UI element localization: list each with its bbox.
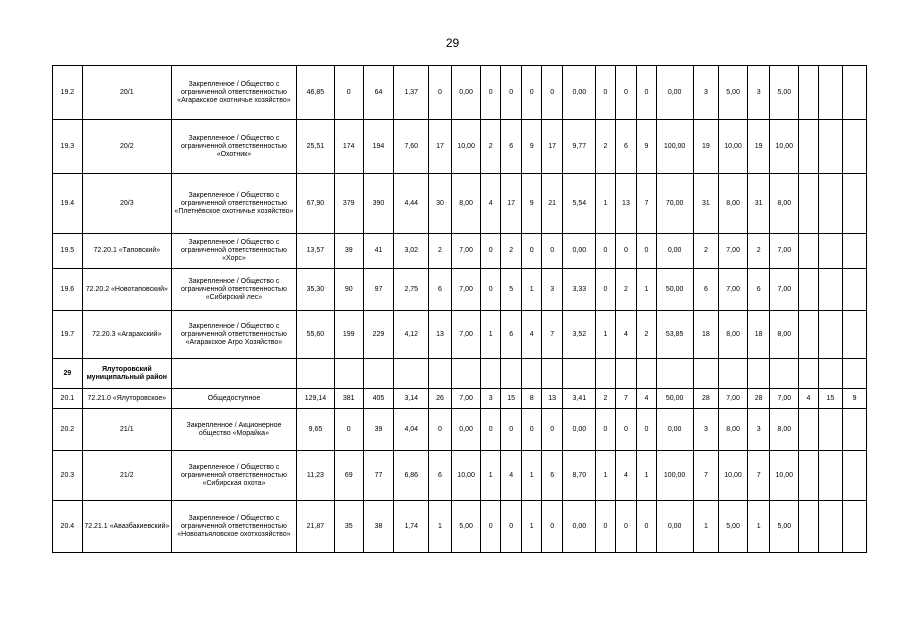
table-cell: 77 xyxy=(363,451,394,501)
table-cell: 4 xyxy=(500,451,522,501)
table-cell: 26 xyxy=(429,389,452,409)
table-cell: 0,00 xyxy=(656,66,693,120)
table-cell: 18 xyxy=(747,311,770,359)
table-cell: 4,04 xyxy=(394,409,429,451)
table-cell xyxy=(747,359,770,389)
table-cell: 19.4 xyxy=(53,174,83,234)
table-cell xyxy=(843,451,867,501)
table-cell: 8,00 xyxy=(451,174,481,234)
table-cell: 7 xyxy=(637,174,656,234)
table-cell: 17 xyxy=(429,120,452,174)
table-cell: 0 xyxy=(596,234,615,269)
table-cell: 3 xyxy=(693,66,719,120)
table-cell: 6 xyxy=(500,120,522,174)
table-cell xyxy=(799,359,818,389)
table-row xyxy=(53,389,867,409)
table-cell: 1 xyxy=(522,451,541,501)
table-cell: 53,85 xyxy=(656,311,693,359)
table-cell: 3,02 xyxy=(394,234,429,269)
table-cell: 67,90 xyxy=(296,174,334,234)
table-cell: 46,85 xyxy=(296,66,334,120)
table-cell: 0 xyxy=(541,234,563,269)
table-cell: 35,30 xyxy=(296,269,334,311)
table-row xyxy=(53,269,867,311)
table-cell: 0 xyxy=(637,409,656,451)
table-cell: 6,86 xyxy=(394,451,429,501)
table-cell: 6 xyxy=(693,269,719,311)
table-cell: 0 xyxy=(522,66,541,120)
table-cell: Закрепленное / Общество с ограниченной ответственностью «Сибирская охота» xyxy=(171,451,296,501)
table-cell: 19.6 xyxy=(53,269,83,311)
data-table xyxy=(52,65,867,553)
table-row xyxy=(53,120,867,174)
table-cell: 7,00 xyxy=(451,269,481,311)
table-cell xyxy=(843,66,867,120)
table-cell: 90 xyxy=(334,269,363,311)
table-cell: 19 xyxy=(693,120,719,174)
table-cell xyxy=(296,359,334,389)
table-cell: 100,00 xyxy=(656,451,693,501)
table-cell: Закрепленное / Общество с ограниченной ответственностью «Охотник» xyxy=(171,120,296,174)
table-cell: 7,00 xyxy=(770,234,799,269)
table-cell: 7,00 xyxy=(719,389,748,409)
table-cell: 2 xyxy=(429,234,452,269)
table-cell: 0 xyxy=(637,234,656,269)
table-cell: 0 xyxy=(500,66,522,120)
table-cell xyxy=(799,311,818,359)
table-cell: 3,41 xyxy=(563,389,596,409)
table-cell: 2 xyxy=(596,389,615,409)
table-cell: 13 xyxy=(541,389,563,409)
table-cell xyxy=(799,234,818,269)
table-cell: 379 xyxy=(334,174,363,234)
table-cell: 0,00 xyxy=(563,409,596,451)
table-cell xyxy=(843,409,867,451)
table-cell xyxy=(799,174,818,234)
table-cell xyxy=(799,501,818,553)
table-cell: 2 xyxy=(596,120,615,174)
table-cell: 5,00 xyxy=(719,66,748,120)
table-cell: 5 xyxy=(500,269,522,311)
table-cell: 0 xyxy=(481,66,500,120)
table-cell: 2 xyxy=(693,234,719,269)
table-cell: 0 xyxy=(615,66,637,120)
table-cell xyxy=(500,359,522,389)
table-cell: 9 xyxy=(522,174,541,234)
table-cell: 72.21.1 «Авазбакиевский» xyxy=(82,501,171,553)
table-cell: 5,00 xyxy=(719,501,748,553)
table-cell: 31 xyxy=(747,174,770,234)
table-cell: 10,00 xyxy=(719,120,748,174)
table-cell: 9,65 xyxy=(296,409,334,451)
table-row xyxy=(53,174,867,234)
table-cell: 7 xyxy=(615,389,637,409)
table-cell: 0 xyxy=(334,66,363,120)
table-row xyxy=(53,234,867,269)
table-cell: 1 xyxy=(522,269,541,311)
table-cell: 8,00 xyxy=(719,174,748,234)
table-cell: 39 xyxy=(334,234,363,269)
table-row xyxy=(53,311,867,359)
table-cell: 5,00 xyxy=(451,501,481,553)
table-cell: Ялуторовский муниципальный район xyxy=(82,359,171,389)
table-cell xyxy=(818,409,843,451)
table-cell: 229 xyxy=(363,311,394,359)
table-cell: 72.21.0 «Ялуторовское» xyxy=(82,389,171,409)
table-cell: 0 xyxy=(481,269,500,311)
table-cell xyxy=(843,234,867,269)
table-cell xyxy=(394,359,429,389)
table-cell: 4 xyxy=(637,389,656,409)
table-cell: 20.4 xyxy=(53,501,83,553)
table-cell: 55,60 xyxy=(296,311,334,359)
table-cell: 0 xyxy=(596,409,615,451)
table-cell: 3 xyxy=(693,409,719,451)
table-cell: 50,00 xyxy=(656,389,693,409)
table-cell: 3 xyxy=(481,389,500,409)
table-cell: 13 xyxy=(429,311,452,359)
table-cell xyxy=(843,501,867,553)
table-cell: 0,00 xyxy=(656,234,693,269)
table-cell: 1 xyxy=(596,451,615,501)
table-cell xyxy=(451,359,481,389)
table-cell: 10,00 xyxy=(451,451,481,501)
table-cell xyxy=(818,174,843,234)
table-cell: 20/1 xyxy=(82,66,171,120)
table-cell xyxy=(481,359,500,389)
table-cell: 2 xyxy=(615,269,637,311)
table-cell xyxy=(818,234,843,269)
table-cell: 8,00 xyxy=(770,409,799,451)
table-cell: 390 xyxy=(363,174,394,234)
table-cell: 1 xyxy=(522,501,541,553)
table-cell: 20.3 xyxy=(53,451,83,501)
table-cell: 5,00 xyxy=(770,501,799,553)
table-cell: Закрепленное / Общество с ограниченной ответственностью «Новоатьяловское охотхозяйство» xyxy=(171,501,296,553)
table-cell: 30 xyxy=(429,174,452,234)
table-cell: 0 xyxy=(429,409,452,451)
table-cell: 0 xyxy=(596,501,615,553)
table-cell: 29 xyxy=(53,359,83,389)
table-cell: 17 xyxy=(500,174,522,234)
table-cell xyxy=(563,359,596,389)
table-cell: 6 xyxy=(541,451,563,501)
table-cell: 8,00 xyxy=(770,174,799,234)
table-cell xyxy=(363,359,394,389)
table-cell: Закрепленное / Общество с ограниченной ответственностью «Сибирский лес» xyxy=(171,269,296,311)
table-row xyxy=(53,451,867,501)
table-cell: 10,00 xyxy=(719,451,748,501)
table-cell: 1 xyxy=(637,451,656,501)
table-cell: 1 xyxy=(596,311,615,359)
table-cell: 35 xyxy=(334,501,363,553)
table-cell: 0 xyxy=(596,66,615,120)
table-cell: 0 xyxy=(481,409,500,451)
table-cell: 15 xyxy=(500,389,522,409)
table-cell: 7,60 xyxy=(394,120,429,174)
table-cell: 6 xyxy=(500,311,522,359)
table-cell: 7 xyxy=(541,311,563,359)
table-cell: 1 xyxy=(481,311,500,359)
table-cell: 9,77 xyxy=(563,120,596,174)
table-cell xyxy=(818,451,843,501)
table-cell: 405 xyxy=(363,389,394,409)
table-cell: 4 xyxy=(615,451,637,501)
table-cell: 41 xyxy=(363,234,394,269)
table-cell: Закрепленное / Общество с ограниченной ответственностью «Хорс» xyxy=(171,234,296,269)
table-cell: 1 xyxy=(481,451,500,501)
table-cell: 6 xyxy=(747,269,770,311)
table-cell: 4,44 xyxy=(394,174,429,234)
table-cell: 19.5 xyxy=(53,234,83,269)
table-cell: 72.20.1 «Таповский» xyxy=(82,234,171,269)
table-cell: 1 xyxy=(637,269,656,311)
table-cell: 64 xyxy=(363,66,394,120)
table-cell: 3 xyxy=(747,409,770,451)
table-cell: 1,37 xyxy=(394,66,429,120)
table-cell: 20/2 xyxy=(82,120,171,174)
table-cell xyxy=(541,359,563,389)
table-cell xyxy=(799,269,818,311)
table-cell: 3 xyxy=(541,269,563,311)
table-cell: 7,00 xyxy=(770,389,799,409)
table-cell: 2,75 xyxy=(394,269,429,311)
table-cell: 5,54 xyxy=(563,174,596,234)
table-cell xyxy=(799,120,818,174)
table-cell xyxy=(818,311,843,359)
table-cell xyxy=(818,120,843,174)
table-cell: 7,00 xyxy=(719,234,748,269)
table-cell: 0 xyxy=(637,66,656,120)
table-cell: 7,00 xyxy=(451,311,481,359)
table-cell: 0 xyxy=(522,409,541,451)
table-cell xyxy=(596,359,615,389)
table-cell: 7,00 xyxy=(770,269,799,311)
table-cell: 69 xyxy=(334,451,363,501)
table-cell xyxy=(843,174,867,234)
table-cell: 2 xyxy=(637,311,656,359)
table-cell xyxy=(818,501,843,553)
table-cell: 0,00 xyxy=(563,66,596,120)
table-cell: 10,00 xyxy=(451,120,481,174)
table-cell: 1 xyxy=(596,174,615,234)
table-cell xyxy=(693,359,719,389)
table-row xyxy=(53,501,867,553)
table-cell: 4 xyxy=(481,174,500,234)
table-cell: 0 xyxy=(541,501,563,553)
table-cell: 0 xyxy=(334,409,363,451)
table-cell: 174 xyxy=(334,120,363,174)
table-cell: 0 xyxy=(541,409,563,451)
table-cell: 2 xyxy=(747,234,770,269)
table-cell: 0,00 xyxy=(563,501,596,553)
table-cell: 8,70 xyxy=(563,451,596,501)
table-row xyxy=(53,66,867,120)
table-cell xyxy=(637,359,656,389)
table-cell: 3,33 xyxy=(563,269,596,311)
table-cell: 25,51 xyxy=(296,120,334,174)
table-cell: 381 xyxy=(334,389,363,409)
table-cell: 3,52 xyxy=(563,311,596,359)
table-cell: 194 xyxy=(363,120,394,174)
table-cell: 3,14 xyxy=(394,389,429,409)
table-cell: 21,87 xyxy=(296,501,334,553)
table-cell: 70,00 xyxy=(656,174,693,234)
table-cell: 0 xyxy=(429,66,452,120)
table-cell xyxy=(799,409,818,451)
table-cell: 50,00 xyxy=(656,269,693,311)
table-cell: 0 xyxy=(615,409,637,451)
table-cell: 199 xyxy=(334,311,363,359)
table-cell: 0,00 xyxy=(451,409,481,451)
table-cell xyxy=(770,359,799,389)
page-number: 29 xyxy=(445,36,460,50)
table-cell: Закрепленное / Общество с ограниченной ответственностью «Агаракское Агро Хозяйство» xyxy=(171,311,296,359)
table-cell: 72.20.3 «Агаракский» xyxy=(82,311,171,359)
table-cell: 13 xyxy=(615,174,637,234)
table-cell: 2 xyxy=(500,234,522,269)
table-cell: 1 xyxy=(747,501,770,553)
table-cell: 0,00 xyxy=(563,234,596,269)
table-cell: 4 xyxy=(615,311,637,359)
table-cell: 0 xyxy=(615,501,637,553)
table-cell: 6 xyxy=(429,451,452,501)
table-cell: 1 xyxy=(429,501,452,553)
table-cell xyxy=(522,359,541,389)
table-cell: 11,23 xyxy=(296,451,334,501)
table-cell: 7,00 xyxy=(719,269,748,311)
table-cell: Закрепленное / Общество с ограниченной ответственностью «Плетнёвское охотничье хозяйство» xyxy=(171,174,296,234)
table-cell: 0,00 xyxy=(656,409,693,451)
table-cell: 2 xyxy=(481,120,500,174)
table-cell: 0 xyxy=(481,501,500,553)
table-cell: 100,00 xyxy=(656,120,693,174)
table-cell: 39 xyxy=(363,409,394,451)
table-cell: 0,00 xyxy=(656,501,693,553)
table-cell: 0 xyxy=(500,409,522,451)
table-cell: 0 xyxy=(500,501,522,553)
table-cell: 0 xyxy=(615,234,637,269)
table-cell: 4 xyxy=(522,311,541,359)
table-cell: 9 xyxy=(522,120,541,174)
table-cell: 4,12 xyxy=(394,311,429,359)
table-section-row xyxy=(53,359,867,389)
table-cell: 19 xyxy=(747,120,770,174)
table-cell xyxy=(843,120,867,174)
table-cell: 19.3 xyxy=(53,120,83,174)
table-cell: 0,00 xyxy=(451,66,481,120)
table-cell: 5,00 xyxy=(770,66,799,120)
table-body xyxy=(53,66,867,553)
table-cell: 38 xyxy=(363,501,394,553)
table-cell: 8,00 xyxy=(770,311,799,359)
table-cell xyxy=(656,359,693,389)
table-cell: 17 xyxy=(541,120,563,174)
table-cell: 28 xyxy=(693,389,719,409)
table-cell: Закрепленное / Акционерное общество «Морайка» xyxy=(171,409,296,451)
table-cell: 129,14 xyxy=(296,389,334,409)
table-cell: 10,00 xyxy=(770,120,799,174)
table-cell: 18 xyxy=(693,311,719,359)
table-cell: 1,74 xyxy=(394,501,429,553)
table-cell: 31 xyxy=(693,174,719,234)
table-cell: 3 xyxy=(747,66,770,120)
table-cell xyxy=(818,66,843,120)
table-cell: 20.2 xyxy=(53,409,83,451)
table-cell: 7,00 xyxy=(451,234,481,269)
table-cell: 15 xyxy=(818,389,843,409)
table-cell: 21/2 xyxy=(82,451,171,501)
table-cell: 20.1 xyxy=(53,389,83,409)
table-cell: 28 xyxy=(747,389,770,409)
table-cell: 7 xyxy=(693,451,719,501)
table-cell: 0 xyxy=(522,234,541,269)
table-cell xyxy=(843,359,867,389)
table-cell: 19.2 xyxy=(53,66,83,120)
table-cell: 0 xyxy=(637,501,656,553)
table-cell xyxy=(429,359,452,389)
table-cell: 6 xyxy=(615,120,637,174)
table-cell: 8,00 xyxy=(719,409,748,451)
table-cell: 1 xyxy=(693,501,719,553)
table-cell: 10,00 xyxy=(770,451,799,501)
table-cell: Общедоступное xyxy=(171,389,296,409)
table-cell xyxy=(799,66,818,120)
table-cell xyxy=(843,269,867,311)
table-cell xyxy=(818,359,843,389)
table-row xyxy=(53,409,867,451)
table-cell: 21/1 xyxy=(82,409,171,451)
table-cell: Закрепленное / Общество с ограниченной ответственностью «Агаракское охотничье хозяйство» xyxy=(171,66,296,120)
table-cell: 21 xyxy=(541,174,563,234)
table-cell xyxy=(615,359,637,389)
table-cell xyxy=(843,311,867,359)
table-cell: 4 xyxy=(799,389,818,409)
table-cell: 8,00 xyxy=(719,311,748,359)
table-cell xyxy=(334,359,363,389)
table-cell: 0 xyxy=(481,234,500,269)
table-cell: 97 xyxy=(363,269,394,311)
table-cell: 20/3 xyxy=(82,174,171,234)
table-cell xyxy=(719,359,748,389)
table-cell xyxy=(799,451,818,501)
table-cell: 0 xyxy=(596,269,615,311)
table-cell: 0 xyxy=(541,66,563,120)
table-cell: 7 xyxy=(747,451,770,501)
table-cell xyxy=(171,359,296,389)
table-cell: 9 xyxy=(637,120,656,174)
table-cell: 9 xyxy=(843,389,867,409)
table-cell: 6 xyxy=(429,269,452,311)
table-cell: 7,00 xyxy=(451,389,481,409)
table-cell xyxy=(818,269,843,311)
table-cell: 72.20.2 «Новотаповский» xyxy=(82,269,171,311)
table-cell: 19.7 xyxy=(53,311,83,359)
table-cell: 13,57 xyxy=(296,234,334,269)
table-cell: 8 xyxy=(522,389,541,409)
